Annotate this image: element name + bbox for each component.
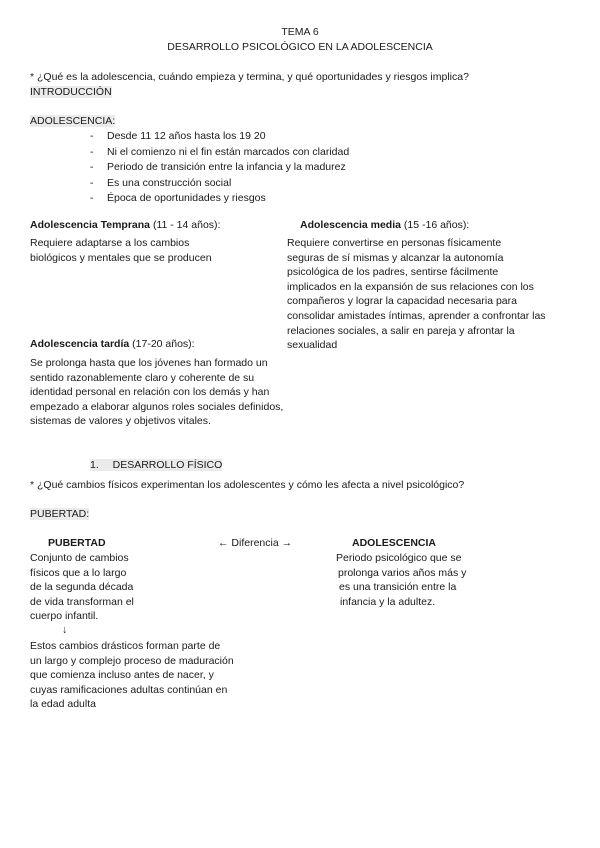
intro-question: * ¿Qué es la adolescencia, cuándo empieza y termina, y qué oportunidades y riesgos implica? <box>30 71 469 83</box>
tardia-heading <box>30 338 195 350</box>
text-line: de vida transforman el <box>30 595 134 608</box>
bullet-marker: - <box>90 145 94 158</box>
media-heading <box>300 219 469 231</box>
intro-heading: INTRODUCCIÓN <box>30 86 112 98</box>
down-arrow-icon: ↓ <box>62 624 68 636</box>
text-line: Se prolonga hasta que los jóvenes han formado un <box>30 357 268 369</box>
text-line: físicos que a lo largo <box>30 566 127 579</box>
list-item <box>90 145 349 161</box>
section-title: DESARROLLO FÍSICO <box>112 459 223 471</box>
bullet-marker: - <box>90 130 94 142</box>
text-line: Requiere convertirse en personas físicamente <box>287 237 502 249</box>
tema-label: TEMA 6 <box>281 26 319 38</box>
bullet-text: Es una construcción social <box>107 176 232 189</box>
tardia-text <box>30 356 283 429</box>
bullet-text: Periodo de transición entre la infancia y la madurez <box>107 161 346 173</box>
pubertad-definition <box>30 551 134 624</box>
text-line: prolonga varios años más y <box>338 566 467 579</box>
media-text <box>287 236 546 353</box>
list-item <box>90 160 349 176</box>
text-line: sistemas de valores y objetivos vitales. <box>30 415 211 428</box>
media-range: (15 -16 años): <box>403 219 470 231</box>
bullet-marker: - <box>90 161 94 173</box>
adolescencia-label: ADOLESCENCIA: <box>30 115 116 127</box>
bullet-text: Ni el comienzo ni el fin están marcados con claridad <box>107 145 350 158</box>
text-line: que comienza incluso antes de nacer, y <box>30 669 214 682</box>
section-question: * ¿Qué cambios físicos experimentan los adolescentes y cómo les afecta a nivel psicológico? <box>30 479 465 491</box>
tardia-title: Adolescencia tardía <box>30 338 130 350</box>
section-heading <box>90 459 222 471</box>
text-line: de la segunda década <box>30 581 134 594</box>
text-line: Conjunto de cambios <box>30 552 129 564</box>
text-line: un largo y complejo proceso de maduración <box>30 654 234 667</box>
section-number: 1. <box>90 459 99 471</box>
list-item <box>90 176 349 192</box>
text-line: compañeros y lograr la capacidad necesaria para <box>287 295 517 308</box>
pubertad-label: PUBERTAD: <box>30 508 90 520</box>
text-line: Periodo psicológico que se <box>336 552 462 564</box>
bullet-text: Época de oportunidades y riesgos <box>107 192 266 204</box>
pubertad-title: PUBERTAD <box>48 537 106 549</box>
text-line: la edad adulta <box>30 698 96 711</box>
text-line: cuerpo infantil. <box>30 610 99 623</box>
text-line: implicados en la expansión de sus relaciones con los <box>287 280 534 293</box>
text-line: relaciones sociales, a salir en pareja y afrontar la <box>287 324 515 337</box>
adolescencia-bullet-list <box>90 129 349 207</box>
maduracion-text <box>30 639 234 712</box>
text-line: sentido razonablemente claro y coherente de su <box>30 371 255 384</box>
difference-label: ← Diferencia → <box>218 537 293 549</box>
media-title: Adolescencia media <box>300 219 401 231</box>
text-line: Requiere adaptarse a los cambios <box>30 237 190 249</box>
temprana-text <box>30 236 212 265</box>
temprana-heading <box>30 219 220 231</box>
text-line: psicológica de los padres, sentirse fácilmente <box>287 266 499 279</box>
text-line: empezado a elaborar algunos roles sociales definidos, <box>30 400 284 413</box>
page-title: DESARROLLO PSICOLÓGICO EN LA ADOLESCENCIA <box>167 41 433 53</box>
temprana-range: (11 - 14 años): <box>152 219 221 231</box>
text-line: Estos cambios drásticos forman parte de <box>30 640 221 652</box>
bullet-marker: - <box>90 192 94 204</box>
text-line: seguras de sí mismas y alcanzar la autonomía <box>287 251 504 264</box>
tardia-range: (17-20 años): <box>132 338 195 350</box>
text-line: es una transición entre la <box>339 581 457 594</box>
text-line: identidad personal en relación con los demás y han <box>30 386 270 399</box>
bullet-marker: - <box>90 176 94 189</box>
text-line: cuyas ramificaciones adultas continúan en <box>30 683 228 696</box>
adolescencia-definition <box>336 551 466 609</box>
list-item <box>90 129 349 145</box>
text-line: infancia y la adultez. <box>340 595 436 608</box>
text-line: sexualidad <box>287 339 338 352</box>
list-item <box>90 191 349 207</box>
temprana-title: Adolescencia Temprana <box>30 219 151 231</box>
text-line: consolidar amistades íntimas, aprender a confrontar las <box>287 309 546 322</box>
text-line: biológicos y mentales que se producen <box>30 251 212 264</box>
bullet-text: Desde 11 12 años hasta los 19 20 <box>107 130 266 142</box>
adolescencia-title: ADOLESCENCIA <box>352 537 437 549</box>
